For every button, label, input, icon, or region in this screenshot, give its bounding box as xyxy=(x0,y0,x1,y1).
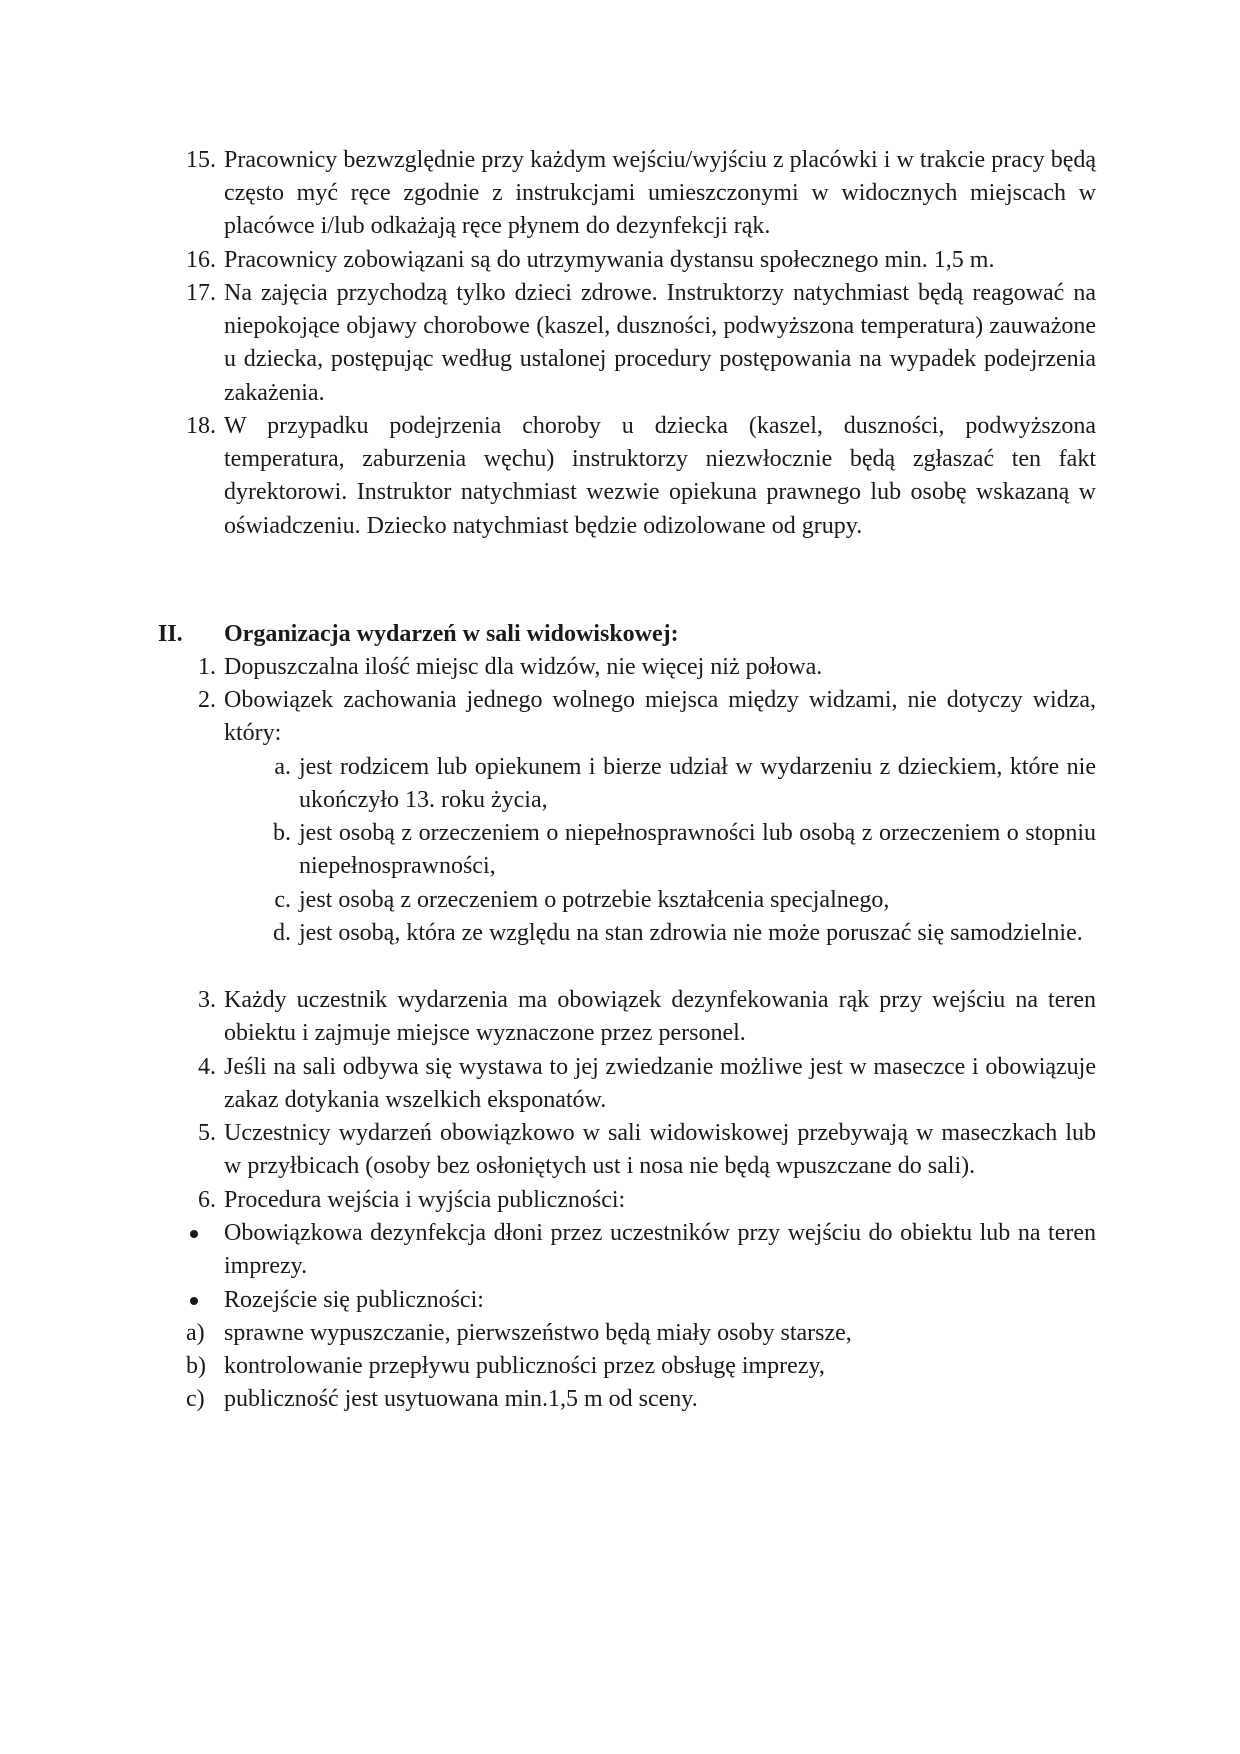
list-letter: a) xyxy=(186,1320,205,1346)
bullet-item xyxy=(224,1284,1096,1317)
sublist-item-text: jest rodzicem lub opiekunem i bierze udział w wydarzeniu z dzieckiem, które nie ukończyło 13. roku życia, xyxy=(299,754,1096,814)
bullet-item-text: Obowiązkowa dezynfekcja dłoni przez uczestników przy wejściu do obiektu lub na teren imprezy. xyxy=(224,1220,1096,1280)
list-item-text: Uczestnicy wydarzeń obowiązkowo w sali widowiskowej przebywają w maseczkach lub w przyłbicach (osoby bez osłoniętych ust i nosa nie będą wpuszczane do sali). xyxy=(224,1120,1096,1180)
section-title: Organizacja wydarzeń w sali widowiskowej: xyxy=(224,621,679,647)
sublist-letter: d. xyxy=(273,920,291,946)
list-item-text: Jeśli na sali odbywa się wystawa to jej zwiedzanie możliwe jest w maseczce i obowiązuje zakaz dotykania wszelkich eksponatów. xyxy=(224,1054,1096,1114)
list-number: 6. xyxy=(198,1187,216,1213)
list-item-16 xyxy=(186,244,1096,277)
sublist-item-text: jest osobą z orzeczeniem o potrzebie kształcenia specjalnego, xyxy=(299,887,890,913)
bullet-icon xyxy=(190,1230,198,1238)
list-number: 17. xyxy=(186,280,216,306)
list-item-text: Obowiązek zachowania jednego wolnego miejsca między widzami, nie dotyczy widza, który: xyxy=(224,687,1096,747)
bullet-item xyxy=(224,1217,1096,1283)
list-number: 3. xyxy=(198,987,216,1013)
list-letter: b) xyxy=(186,1353,206,1379)
list-item-15 xyxy=(186,144,1096,244)
list-number: 15. xyxy=(186,147,216,173)
list-number: 1. xyxy=(198,654,216,680)
sublist-letter: a. xyxy=(274,754,291,780)
sublist-item-text: jest osobą z orzeczeniem o niepełnosprawności lub osobą z orzeczeniem o stopniu niepełnosprawności, xyxy=(299,820,1096,880)
lettered-item-a xyxy=(186,1317,1096,1350)
list-item-17 xyxy=(186,277,1096,410)
sublist-letter: c. xyxy=(274,887,291,913)
lettered-item-text: sprawne wypuszczanie, pierwszeństwo będą miały osoby starsze, xyxy=(224,1320,852,1346)
list-item-6 xyxy=(198,1184,1096,1217)
list-number: 16. xyxy=(186,247,216,273)
sublist-item-b xyxy=(273,817,1096,883)
lettered-item-text: publiczność jest usytuowana min.1,5 m od sceny. xyxy=(224,1386,698,1412)
list-item-text: Na zajęcia przychodzą tylko dzieci zdrowe. Instruktorzy natychmiast będą reagować na niepokojące objawy chorobowe (kaszel, duszności, podwyższona temperatura) zauważone u dziecka, postępując według ustalonej procedury postępowania na wypadek podejrzenia zakażenia. xyxy=(224,280,1096,406)
sublist-letter: b. xyxy=(273,820,291,846)
list-item-1 xyxy=(198,651,1096,684)
sublist-item-c xyxy=(274,884,1096,917)
list-item-text: Procedura wejścia i wyjścia publiczności: xyxy=(224,1187,626,1213)
list-item-18 xyxy=(186,410,1096,543)
section-number: II. xyxy=(158,621,183,647)
list-number: 2. xyxy=(198,687,216,713)
list-letter: c) xyxy=(186,1386,205,1412)
lettered-item-text: kontrolowanie przepływu publiczności przez obsługę imprezy, xyxy=(224,1353,825,1379)
list-item-2 xyxy=(198,684,1096,750)
list-item-text: Pracownicy zobowiązani są do utrzymywania dystansu społecznego min. 1,5 m. xyxy=(224,247,995,273)
lettered-item-b xyxy=(186,1350,1096,1383)
list-item-4 xyxy=(198,1051,1096,1117)
list-item-text: Każdy uczestnik wydarzenia ma obowiązek dezynfekowania rąk przy wejściu na teren obiektu i zajmuje miejsce wyznaczone przez personel. xyxy=(224,987,1096,1047)
list-number: 18. xyxy=(186,413,216,439)
list-number: 5. xyxy=(198,1120,216,1146)
lettered-item-c xyxy=(186,1383,1096,1416)
list-item-text: Dopuszczalna ilość miejsc dla widzów, nie więcej niż połowa. xyxy=(224,654,823,680)
bullet-icon xyxy=(190,1297,198,1305)
sublist-item-text: jest osobą, która ze względu na stan zdrowia nie może poruszać się samodzielnie. xyxy=(299,920,1083,946)
list-number: 4. xyxy=(198,1054,216,1080)
list-item-5 xyxy=(198,1117,1096,1183)
list-item-text: Pracownicy bezwzględnie przy każdym wejściu/wyjściu z placówki i w trakcie pracy będą często myć ręce zgodnie z instrukcjami umieszczonymi w widocznych miejscach w placówce i/lub odkażają ręce płynem do dezynfekcji rąk. xyxy=(224,147,1096,240)
list-item-3 xyxy=(198,984,1096,1050)
sublist-item-a xyxy=(274,751,1096,817)
sublist-item-d xyxy=(273,917,1096,950)
bullet-item-text: Rozejście się publiczności: xyxy=(224,1287,484,1313)
list-item-text: W przypadku podejrzenia choroby u dziecka (kaszel, duszności, podwyższona temperatura, zaburzenia węchu) instruktorzy niezwłocznie będą zgłaszać ten fakt dyrektorowi. Instruktor natychmiast wezwie opiekuna prawnego lub osobę wskazaną w oświadczeniu. Dziecko natychmiast będzie odizolowane od grupy. xyxy=(224,413,1096,539)
